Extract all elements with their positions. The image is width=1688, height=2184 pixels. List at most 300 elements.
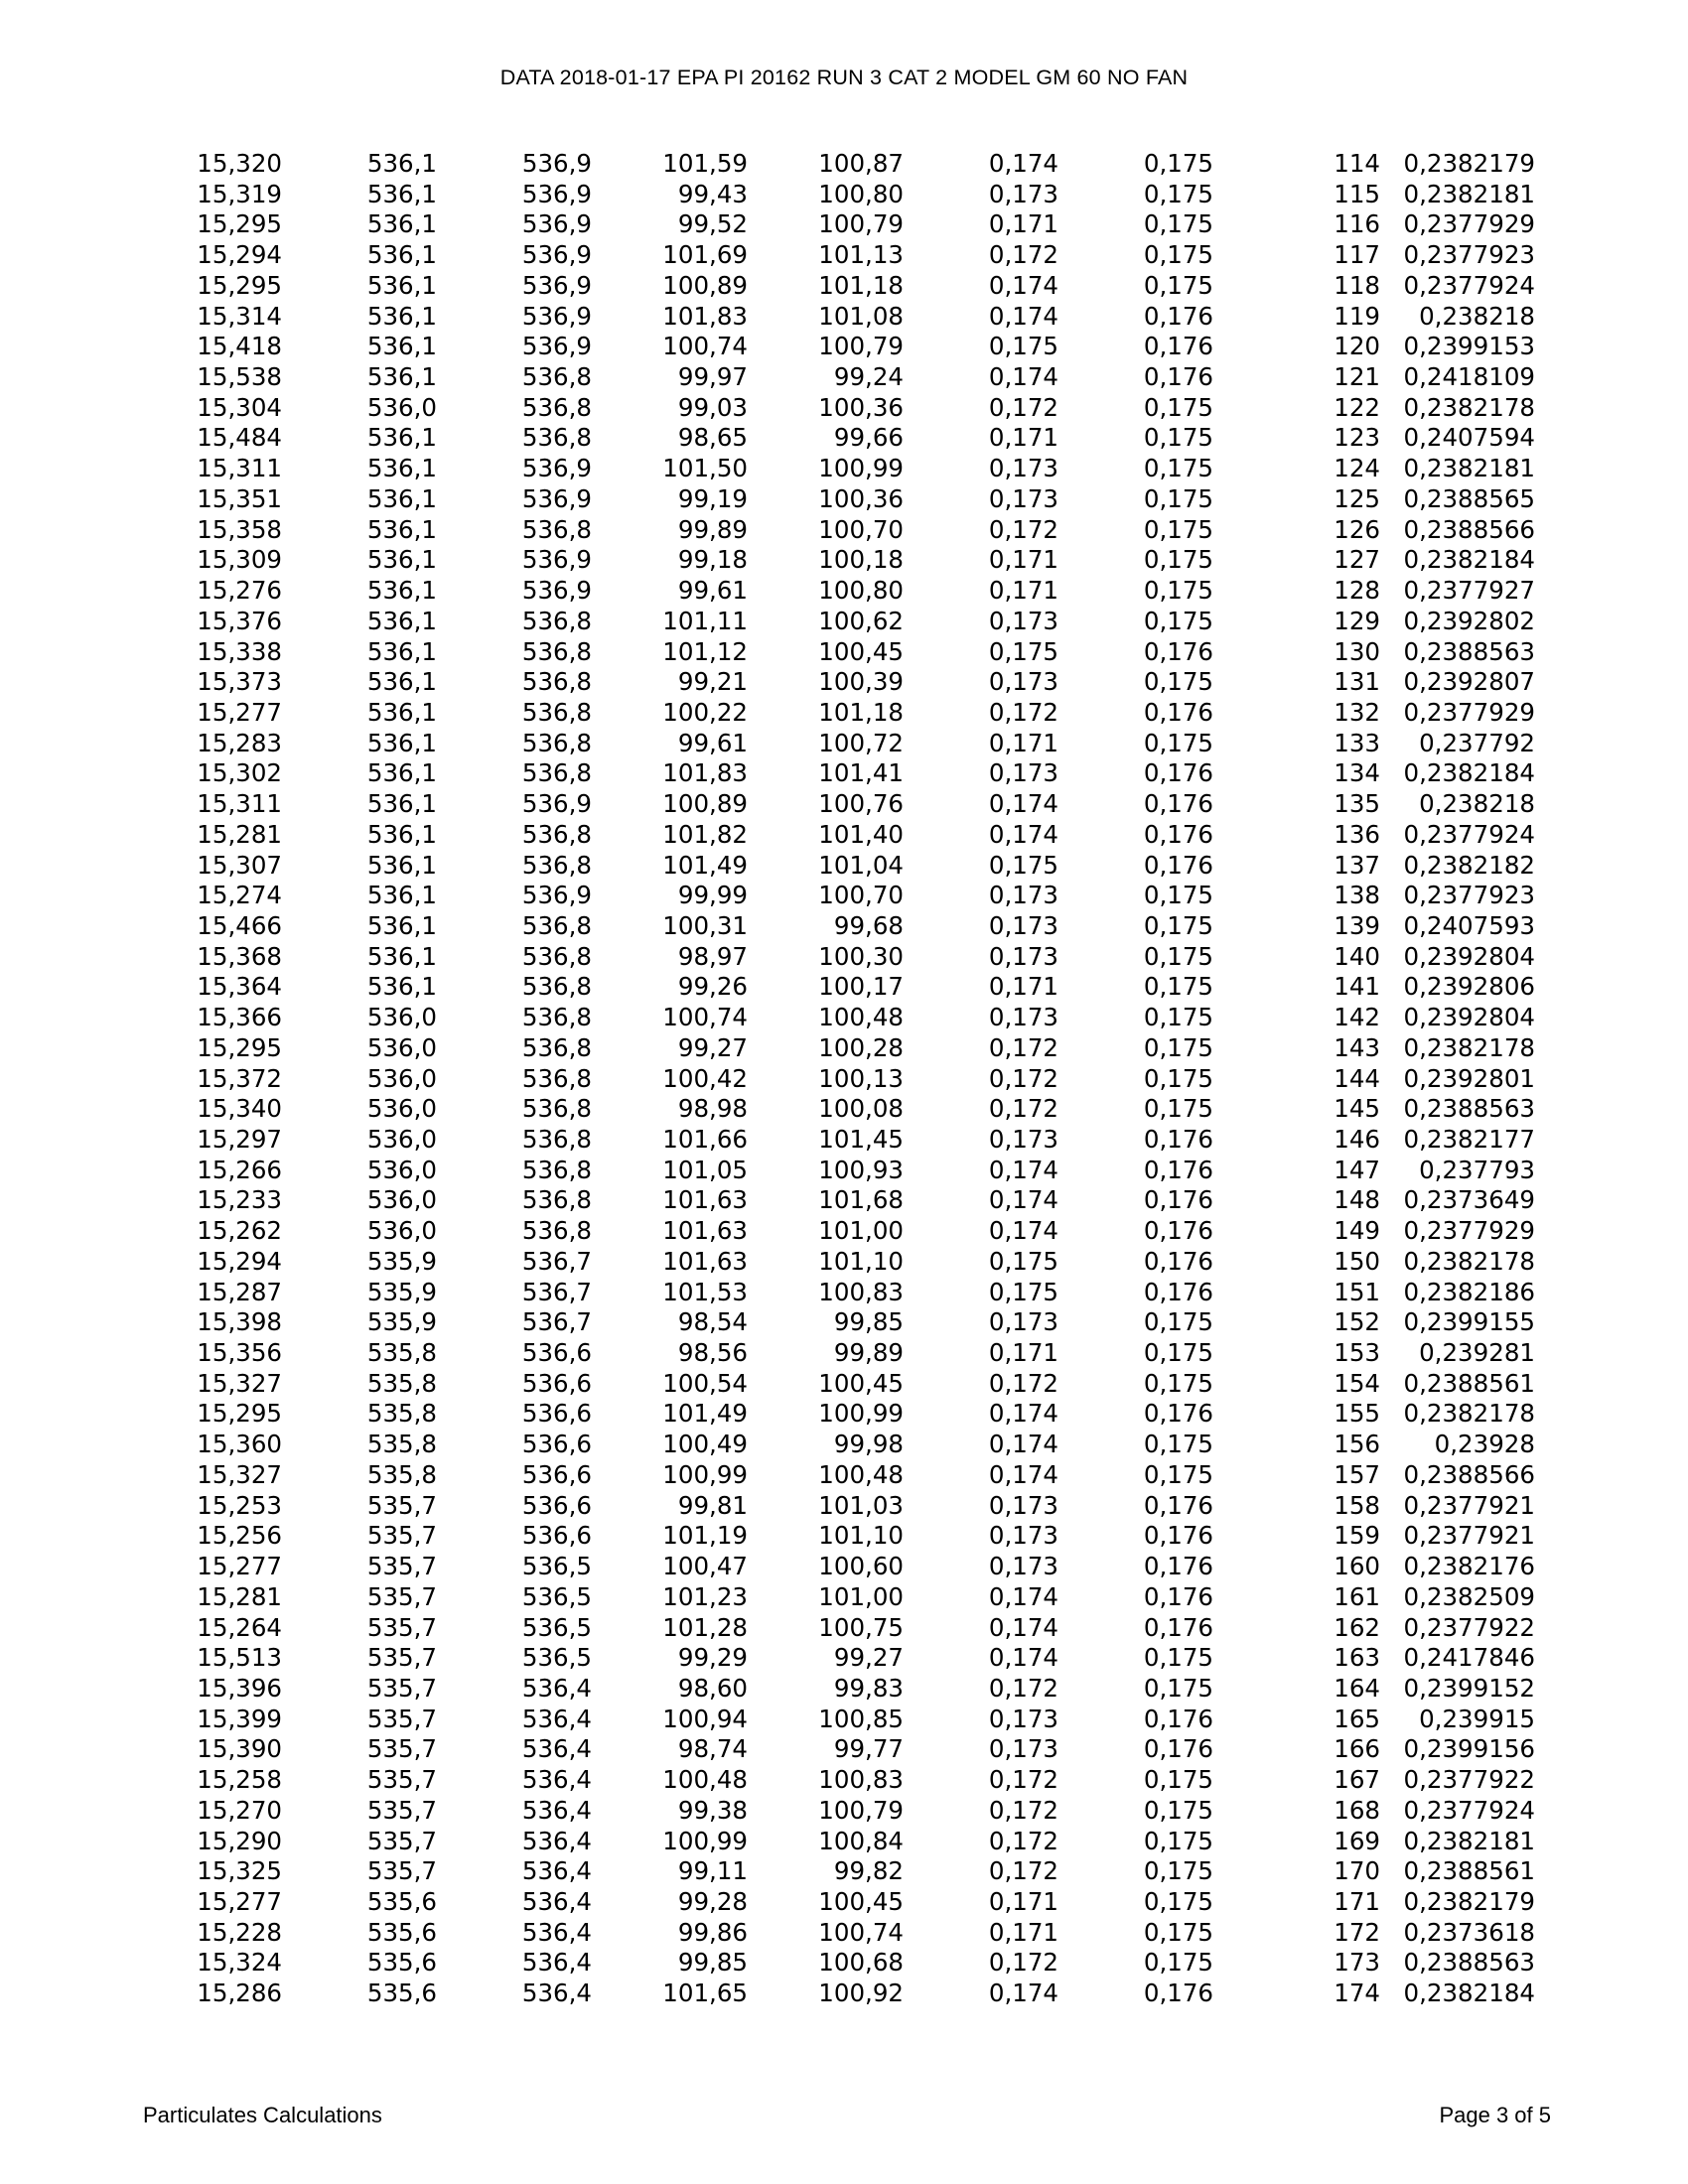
table-cell: 100,74: [818, 1917, 904, 1947]
table-cell: 172: [1334, 1917, 1380, 1947]
table-cell: 101,65: [662, 1979, 748, 2008]
table-cell: 15,418: [197, 332, 282, 361]
table-cell: 0,176: [1143, 1490, 1213, 1520]
table-cell: 15,373: [197, 667, 282, 697]
table-cell: 160: [1334, 1552, 1380, 1581]
table-cell: 15,340: [197, 1094, 282, 1124]
table-row: [149, 362, 1535, 393]
table-cell: 101,41: [818, 758, 904, 788]
table-cell: 101,03: [818, 1490, 904, 1520]
page-title: DATA 2018-01-17 EPA PI 20162 RUN 3 CAT 2 MODEL GM 60 NO FAN: [499, 66, 1189, 89]
table-cell: 0,176: [1143, 697, 1213, 727]
table-cell: 536,6: [521, 1338, 592, 1368]
table-cell: 15,277: [197, 1886, 282, 1916]
table-cell: 126: [1334, 514, 1380, 544]
table-cell: 99,27: [677, 1032, 748, 1062]
table-cell: 101,13: [818, 240, 904, 270]
table-cell: 99,98: [833, 1430, 904, 1459]
table-cell: 167: [1334, 1765, 1380, 1795]
table-cell: 99,97: [677, 362, 748, 392]
table-cell: 99,86: [677, 1917, 748, 1947]
table-cell: 15,295: [197, 270, 282, 300]
data-table: [149, 149, 1535, 2009]
table-row: [149, 789, 1535, 820]
table-cell: 536,4: [521, 1886, 592, 1916]
table-cell: 15,538: [197, 362, 282, 392]
table-cell: 536,8: [521, 728, 592, 757]
table-cell: 0,175: [1143, 1338, 1213, 1368]
table-cell: 100,75: [818, 1612, 904, 1642]
table-cell: 536,6: [521, 1459, 592, 1489]
table-cell: 536,9: [521, 301, 592, 331]
table-cell: 536,9: [521, 545, 592, 575]
table-cell: 100,17: [818, 972, 904, 1002]
table-cell: 536,9: [521, 576, 592, 606]
table-row: [149, 1856, 1535, 1887]
table-cell: 0,172: [988, 1948, 1058, 1978]
table-cell: 168: [1334, 1795, 1380, 1825]
table-cell: 536,6: [521, 1399, 592, 1429]
table-cell: 0,2377924: [1403, 1795, 1535, 1825]
table-cell: 101,00: [818, 1581, 904, 1611]
table-cell: 535,8: [366, 1338, 437, 1368]
table-cell: 0,175: [1143, 1673, 1213, 1703]
table-cell: 100,54: [662, 1368, 748, 1398]
table-cell: 536,7: [521, 1307, 592, 1337]
table-cell: 15,324: [197, 1948, 282, 1978]
table-cell: 0,175: [988, 636, 1058, 666]
table-cell: 0,171: [988, 1917, 1058, 1947]
table-cell: 0,2382179: [1403, 1886, 1535, 1916]
table-cell: 535,7: [366, 1552, 437, 1581]
table-cell: 535,7: [366, 1704, 437, 1733]
table-cell: 0,2382177: [1403, 1125, 1535, 1154]
table-cell: 0,2392806: [1403, 972, 1535, 1002]
table-row: [149, 1918, 1535, 1949]
table-cell: 536,8: [521, 1003, 592, 1032]
table-row: [149, 1460, 1535, 1491]
table-cell: 15,228: [197, 1917, 282, 1947]
table-cell: 536,8: [521, 1216, 592, 1246]
table-cell: 536,1: [366, 910, 437, 940]
table-cell: 536,1: [366, 606, 437, 635]
table-row: [149, 729, 1535, 759]
table-cell: 15,297: [197, 1125, 282, 1154]
table-cell: 0,175: [1143, 1826, 1213, 1855]
table-cell: 0,2377924: [1403, 270, 1535, 300]
table-cell: 535,7: [366, 1765, 437, 1795]
table-cell: 0,2377922: [1403, 1765, 1535, 1795]
table-cell: 536,9: [521, 789, 592, 819]
table-cell: 15,314: [197, 301, 282, 331]
table-cell: 536,8: [521, 606, 592, 635]
table-cell: 0,173: [988, 1521, 1058, 1551]
table-cell: 101,63: [662, 1246, 748, 1276]
table-cell: 122: [1334, 392, 1380, 422]
table-cell: 0,175: [988, 332, 1058, 361]
table-cell: 15,366: [197, 1003, 282, 1032]
table-row: [149, 576, 1535, 607]
table-cell: 165: [1334, 1704, 1380, 1733]
table-cell: 15,270: [197, 1795, 282, 1825]
table-row: [149, 1399, 1535, 1430]
table-cell: 15,396: [197, 1673, 282, 1703]
table-cell: 101,68: [818, 1185, 904, 1215]
table-row: [149, 1003, 1535, 1033]
table-row: [149, 302, 1535, 333]
table-cell: 535,8: [366, 1368, 437, 1398]
table-cell: 536,8: [521, 514, 592, 544]
table-cell: 100,99: [818, 454, 904, 483]
table-cell: 536,1: [366, 636, 437, 666]
table-cell: 15,295: [197, 1399, 282, 1429]
table-row: [149, 1734, 1535, 1765]
table-cell: 0,175: [1143, 881, 1213, 910]
table-cell: 536,8: [521, 910, 592, 940]
table-cell: 0,172: [988, 514, 1058, 544]
table-cell: 0,2382178: [1403, 1246, 1535, 1276]
table-cell: 15,327: [197, 1368, 282, 1398]
table-cell: 0,2399153: [1403, 332, 1535, 361]
table-cell: 132: [1334, 697, 1380, 727]
table-row: [149, 1521, 1535, 1552]
table-cell: 151: [1334, 1277, 1380, 1306]
table-cell: 99,82: [833, 1856, 904, 1886]
table-cell: 0,174: [988, 270, 1058, 300]
table-cell: 0,2392807: [1403, 667, 1535, 697]
table-cell: 0,172: [988, 1856, 1058, 1886]
table-cell: 0,174: [988, 1459, 1058, 1489]
table-cell: 0,172: [988, 1795, 1058, 1825]
table-row: [149, 1582, 1535, 1613]
table-cell: 0,171: [988, 209, 1058, 239]
table-row: [149, 271, 1535, 302]
table-row: [149, 1094, 1535, 1125]
table-cell: 536,1: [366, 667, 437, 697]
table-cell: 0,175: [1143, 1795, 1213, 1825]
table-cell: 536,6: [521, 1521, 592, 1551]
table-cell: 0,2377929: [1403, 1216, 1535, 1246]
table-cell: 535,8: [366, 1459, 437, 1489]
table-cell: 130: [1334, 636, 1380, 666]
table-cell: 0,175: [1143, 423, 1213, 453]
table-cell: 536,1: [366, 758, 437, 788]
table-cell: 99,24: [833, 362, 904, 392]
table-cell: 535,7: [366, 1643, 437, 1673]
table-cell: 536,4: [521, 1826, 592, 1855]
table-row: [149, 667, 1535, 698]
table-cell: 0,174: [988, 789, 1058, 819]
table-cell: 536,9: [521, 454, 592, 483]
table-cell: 147: [1334, 1155, 1380, 1184]
table-cell: 0,176: [1143, 1581, 1213, 1611]
table-cell: 0,2407593: [1403, 910, 1535, 940]
table-cell: 15,295: [197, 1032, 282, 1062]
table-cell: 100,80: [818, 576, 904, 606]
table-cell: 101,05: [662, 1155, 748, 1184]
table-row: [149, 515, 1535, 546]
table-cell: 99,29: [677, 1643, 748, 1673]
table-cell: 0,175: [1143, 545, 1213, 575]
table-cell: 0,174: [988, 1430, 1058, 1459]
footer-left-label: Particulates Calculations: [143, 2103, 382, 2127]
table-cell: 137: [1334, 850, 1380, 880]
table-cell: 0,172: [988, 1032, 1058, 1062]
table-cell: 536,1: [366, 362, 437, 392]
table-cell: 0,2382178: [1403, 1032, 1535, 1062]
table-cell: 0,173: [988, 1490, 1058, 1520]
table-cell: 0,175: [1143, 972, 1213, 1002]
table-cell: 99,26: [677, 972, 748, 1002]
table-cell: 0,2382184: [1403, 545, 1535, 575]
table-row: [149, 1887, 1535, 1918]
table-cell: 15,253: [197, 1490, 282, 1520]
table-cell: 156: [1334, 1430, 1380, 1459]
table-cell: 535,7: [366, 1581, 437, 1611]
table-cell: 535,6: [366, 1917, 437, 1947]
table-row: [149, 607, 1535, 637]
table-cell: 15,311: [197, 789, 282, 819]
table-cell: 536,8: [521, 697, 592, 727]
table-cell: 535,9: [366, 1307, 437, 1337]
table-cell: 0,2388566: [1403, 1459, 1535, 1489]
table-row: [149, 1674, 1535, 1705]
table-cell: 535,7: [366, 1673, 437, 1703]
table-cell: 535,7: [366, 1734, 437, 1764]
table-cell: 0,2388561: [1403, 1856, 1535, 1886]
table-cell: 536,0: [366, 1185, 437, 1215]
table-row: [149, 1979, 1535, 2009]
table-cell: 101,45: [818, 1125, 904, 1154]
table-cell: 101,66: [662, 1125, 748, 1154]
table-cell: 100,94: [662, 1704, 748, 1733]
table-cell: 536,9: [521, 483, 592, 513]
table-cell: 0,2417846: [1403, 1643, 1535, 1673]
table-cell: 15,264: [197, 1612, 282, 1642]
table-cell: 0,2382181: [1403, 179, 1535, 208]
table-cell: 15,281: [197, 1581, 282, 1611]
table-row: [149, 1064, 1535, 1095]
table-cell: 0,175: [1143, 1063, 1213, 1093]
table-cell: 0,171: [988, 423, 1058, 453]
table-cell: 0,175: [1143, 1368, 1213, 1398]
table-row: [149, 209, 1535, 240]
table-cell: 0,176: [1143, 1734, 1213, 1764]
table-cell: 99,89: [677, 514, 748, 544]
table-cell: 100,60: [818, 1552, 904, 1581]
table-cell: 536,0: [366, 1003, 437, 1032]
table-cell: 0,172: [988, 1368, 1058, 1398]
table-cell: 0,2388566: [1403, 514, 1535, 544]
table-cell: 101,10: [818, 1246, 904, 1276]
table-cell: 536,7: [521, 1246, 592, 1276]
table-cell: 98,56: [677, 1338, 748, 1368]
table-cell: 100,36: [818, 483, 904, 513]
table-cell: 15,325: [197, 1856, 282, 1886]
table-cell: 0,176: [1143, 1399, 1213, 1429]
table-cell: 0,173: [988, 483, 1058, 513]
table-cell: 0,2388563: [1403, 1094, 1535, 1124]
table-cell: 536,0: [366, 1155, 437, 1184]
table-cell: 0,173: [988, 910, 1058, 940]
table-cell: 101,59: [662, 149, 748, 178]
table-cell: 0,174: [988, 1399, 1058, 1429]
table-cell: 101,08: [818, 301, 904, 331]
table-cell: 0,173: [988, 881, 1058, 910]
table-cell: 98,74: [677, 1734, 748, 1764]
table-row: [149, 942, 1535, 973]
table-cell: 0,176: [1143, 1704, 1213, 1733]
table-cell: 0,175: [1143, 576, 1213, 606]
table-cell: 100,74: [662, 1003, 748, 1032]
table-cell: 144: [1334, 1063, 1380, 1093]
table-cell: 0,175: [1143, 1948, 1213, 1978]
table-cell: 536,8: [521, 850, 592, 880]
table-cell: 0,174: [988, 1185, 1058, 1215]
table-cell: 101,53: [662, 1277, 748, 1306]
table-row: [149, 1643, 1535, 1674]
table-cell: 0,173: [988, 1125, 1058, 1154]
table-cell: 535,8: [366, 1430, 437, 1459]
table-cell: 100,99: [662, 1826, 748, 1855]
table-cell: 100,79: [818, 209, 904, 239]
table-cell: 98,60: [677, 1673, 748, 1703]
table-cell: 100,31: [662, 910, 748, 940]
table-cell: 15,266: [197, 1155, 282, 1184]
table-cell: 101,50: [662, 454, 748, 483]
table-cell: 0,239281: [1419, 1338, 1535, 1368]
table-cell: 0,2377923: [1403, 881, 1535, 910]
table-cell: 0,173: [988, 758, 1058, 788]
table-cell: 0,2418109: [1403, 362, 1535, 392]
table-cell: 100,85: [818, 1704, 904, 1733]
table-cell: 0,171: [988, 545, 1058, 575]
table-cell: 100,18: [818, 545, 904, 575]
table-cell: 131: [1334, 667, 1380, 697]
table-cell: 536,1: [366, 819, 437, 849]
table-cell: 536,4: [521, 1917, 592, 1947]
table-cell: 15,390: [197, 1734, 282, 1764]
table-cell: 536,1: [366, 545, 437, 575]
table-cell: 536,0: [366, 392, 437, 422]
table-cell: 536,8: [521, 1094, 592, 1124]
table-cell: 0,174: [988, 362, 1058, 392]
table-cell: 0,175: [1143, 667, 1213, 697]
table-cell: 0,175: [1143, 941, 1213, 971]
table-cell: 0,2392801: [1403, 1063, 1535, 1093]
table-cell: 0,175: [1143, 240, 1213, 270]
table-cell: 535,6: [366, 1979, 437, 2008]
table-cell: 535,8: [366, 1399, 437, 1429]
table-cell: 0,176: [1143, 850, 1213, 880]
table-cell: 171: [1334, 1886, 1380, 1916]
table-cell: 99,85: [677, 1948, 748, 1978]
table-cell: 536,8: [521, 819, 592, 849]
table-cell: 99,61: [677, 728, 748, 757]
table-cell: 536,9: [521, 881, 592, 910]
table-cell: 536,9: [521, 149, 592, 178]
table-cell: 99,19: [677, 483, 748, 513]
table-cell: 0,2377922: [1403, 1612, 1535, 1642]
table-cell: 0,2377927: [1403, 576, 1535, 606]
table-cell: 100,28: [818, 1032, 904, 1062]
table-cell: 535,7: [366, 1826, 437, 1855]
table-row: [149, 758, 1535, 789]
table-cell: 15,320: [197, 149, 282, 178]
table-cell: 0,176: [1143, 362, 1213, 392]
table-cell: 166: [1334, 1734, 1380, 1764]
table-cell: 0,2382509: [1403, 1581, 1535, 1611]
table-cell: 0,2373649: [1403, 1185, 1535, 1215]
table-cell: 536,1: [366, 514, 437, 544]
table-row: [149, 1216, 1535, 1247]
table-cell: 0,173: [988, 1552, 1058, 1581]
table-cell: 100,74: [662, 332, 748, 361]
table-cell: 0,238218: [1419, 301, 1535, 331]
table-cell: 123: [1334, 423, 1380, 453]
table-cell: 100,79: [818, 332, 904, 361]
table-cell: 157: [1334, 1459, 1380, 1489]
table-cell: 0,176: [1143, 636, 1213, 666]
table-cell: 0,174: [988, 819, 1058, 849]
table-cell: 0,23928: [1434, 1430, 1535, 1459]
table-cell: 15,513: [197, 1643, 282, 1673]
table-cell: 15,262: [197, 1216, 282, 1246]
table-cell: 0,173: [988, 606, 1058, 635]
table-row: [149, 1278, 1535, 1308]
table-cell: 161: [1334, 1581, 1380, 1611]
table-row: [149, 1369, 1535, 1400]
table-cell: 0,172: [988, 697, 1058, 727]
table-cell: 0,176: [1143, 1612, 1213, 1642]
table-cell: 135: [1334, 789, 1380, 819]
table-cell: 536,7: [521, 1277, 592, 1306]
table-cell: 15,360: [197, 1430, 282, 1459]
table-row: [149, 1125, 1535, 1156]
table-row: [149, 1033, 1535, 1064]
table-cell: 0,2399156: [1403, 1734, 1535, 1764]
table-row: [149, 972, 1535, 1003]
table-cell: 0,172: [988, 1673, 1058, 1703]
table-cell: 100,30: [818, 941, 904, 971]
table-cell: 0,175: [1143, 606, 1213, 635]
table-cell: 15,294: [197, 1246, 282, 1276]
table-cell: 0,173: [988, 1734, 1058, 1764]
table-row: [149, 1430, 1535, 1460]
table-cell: 100,68: [818, 1948, 904, 1978]
table-cell: 535,7: [366, 1490, 437, 1520]
table-row: [149, 1247, 1535, 1278]
table-cell: 0,2373618: [1403, 1917, 1535, 1947]
table-cell: 15,484: [197, 423, 282, 453]
table-cell: 121: [1334, 362, 1380, 392]
table-cell: 536,1: [366, 881, 437, 910]
table-cell: 0,173: [988, 454, 1058, 483]
table-cell: 0,2377924: [1403, 819, 1535, 849]
table-cell: 15,286: [197, 1979, 282, 2008]
table-cell: 536,1: [366, 301, 437, 331]
table-cell: 100,47: [662, 1552, 748, 1581]
table-cell: 141: [1334, 972, 1380, 1002]
table-cell: 117: [1334, 240, 1380, 270]
table-cell: 15,294: [197, 240, 282, 270]
table-cell: 150: [1334, 1246, 1380, 1276]
table-cell: 127: [1334, 545, 1380, 575]
table-cell: 15,338: [197, 636, 282, 666]
table-cell: 100,99: [818, 1399, 904, 1429]
table-cell: 535,7: [366, 1521, 437, 1551]
table-cell: 536,9: [521, 240, 592, 270]
